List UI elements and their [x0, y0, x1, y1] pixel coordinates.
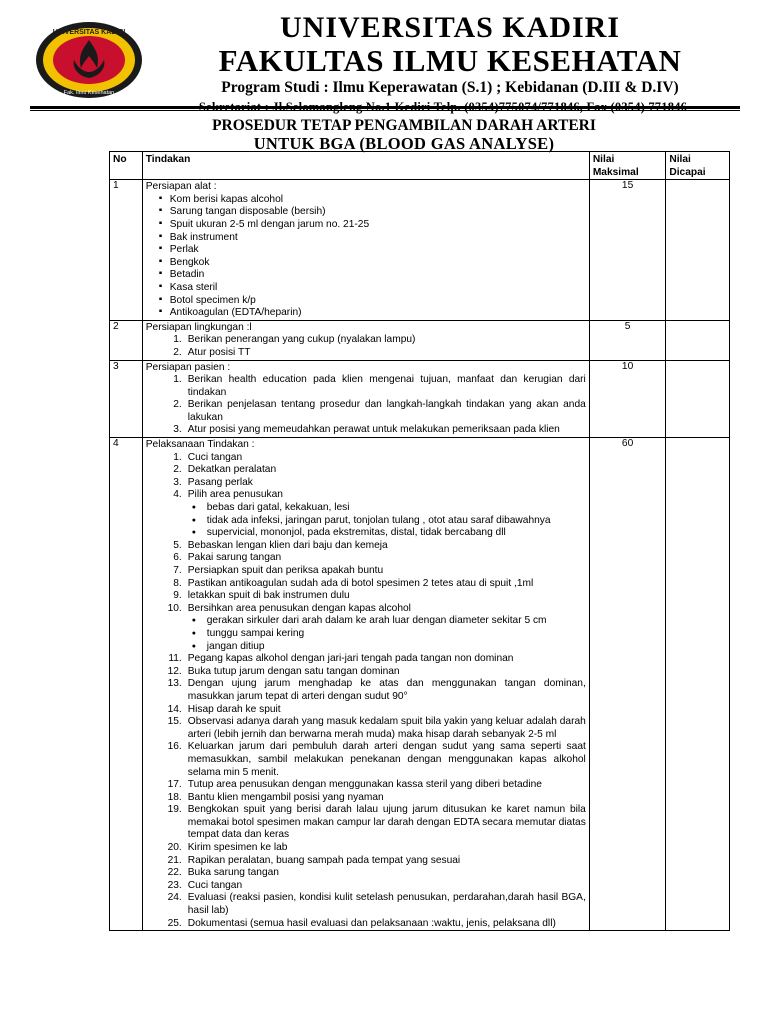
step-text: Cuci tangan [187, 451, 243, 463]
step-item [146, 489, 586, 502]
step-text: Bantu klien mengambil posisi yang nyaman [187, 791, 384, 803]
step-item [146, 678, 586, 703]
step-item [146, 716, 586, 741]
step-text: Berikan penerangan yang cukup (nyalakan lampu) [187, 334, 416, 346]
list-item: ▪ Antikoagulan (EDTA/heparin) [146, 307, 586, 320]
step-item [146, 804, 586, 842]
table-header-row [110, 152, 730, 180]
step-text: Persiapkan spuit dan periksa apakah buntu [187, 565, 384, 576]
row-heading: Pelaksanaan Tindakan : [145, 439, 255, 451]
step-number: 16. [167, 741, 182, 753]
step-text: Tutup area penusukan dengan menggunakan kassa steril yang diberi betadine [187, 779, 542, 791]
list-item: ▪ Betadin [146, 269, 586, 282]
step-item [146, 334, 586, 347]
nilai-maksimal: 10 [589, 360, 666, 438]
nilai-dicapai [666, 360, 730, 438]
list-item: ▪ Kom berisi kapas alcohol [146, 194, 586, 207]
logo-text-bottom: Fak. Ilmu Kesehatan [63, 90, 115, 96]
step-item [146, 867, 586, 880]
step-number: 25. [167, 917, 182, 929]
row-heading: Persiapan pasien : [145, 361, 231, 373]
step-item [146, 578, 586, 591]
row-tindakan [142, 320, 589, 360]
step-item [146, 603, 586, 616]
nilai-dicapai [666, 438, 730, 931]
step-text: Dengan ujung jarum menghadap ke atas dan menggunakan tangan dominan, masukkan jarum tepat di arteri dengan sudut 90° [187, 678, 586, 702]
row-number: 2 [110, 320, 143, 360]
step-text: Cuci tangan [187, 879, 243, 891]
step-text: Bersihkan area penusukan dengan kapas alcohol [187, 602, 411, 614]
university-name: UNIVERSITAS KADIRI [279, 11, 621, 44]
step-number: 9. [173, 590, 182, 602]
table-row [110, 360, 730, 438]
step-number: 15. [167, 716, 182, 728]
step-item [146, 374, 586, 399]
step-text: Dokumentasi (semua hasil evaluasi dan pelaksanaan :waktu, jenis, pelaksana dll) [187, 917, 556, 929]
letterhead-rule [30, 106, 740, 109]
title-line-2: UNTUK BGA (BLOOD GAS ANALYSE) [253, 134, 555, 153]
list-item: ▪ Perlak [146, 244, 586, 257]
step-number: 12. [167, 665, 182, 677]
table-row [110, 180, 730, 321]
step-text: Pegang kapas alkohol dengan jari-jari tengah pada tangan non dominan [187, 653, 514, 665]
step-item [146, 552, 586, 565]
step-number: 7. [173, 565, 182, 576]
step-text: Pakai sarung tangan [187, 552, 282, 564]
faculty-name: FAKULTAS ILMU KESEHATAN [218, 43, 682, 78]
step-number: 3. [173, 424, 182, 436]
step-number: 1. [173, 374, 182, 386]
list-item: ▪ Botol specimen k/p [146, 295, 586, 308]
row-number: 3 [110, 360, 143, 438]
study-program: Program Studi : Ilmu Keperawatan (S.1) ; Kebidanan (D.III & D.IV) [221, 79, 679, 96]
step-number: 19. [167, 804, 182, 816]
step-text: Rapikan peralatan, buang sampah pada tempat yang sesuai [187, 854, 461, 866]
step-item [146, 347, 586, 360]
step-number: 10. [167, 602, 182, 614]
step-item [146, 892, 586, 917]
step-number: 2. [173, 464, 182, 476]
step-text: Berikan health education pada klien mengenai tujuan, manfaat dan kerugian dari tindakan [187, 374, 586, 398]
step-item [146, 704, 586, 717]
sub-item: ● bebas dari gatal, kekakuan, lesi [146, 502, 586, 515]
sub-item: ● tidak ada infeksi, jaringan parut, tonjolan tulang , otot atau saraf dibawahnya [146, 515, 586, 528]
step-number: 13. [167, 678, 182, 690]
step-number: 1. [173, 334, 182, 346]
step-item [146, 590, 586, 603]
step-number: 3. [173, 476, 182, 488]
step-number: 24. [167, 892, 182, 904]
list-item: ▪ Sarung tangan disposable (bersih) [146, 206, 586, 219]
row-heading: Persiapan lingkungan :l [145, 321, 252, 333]
step-item [146, 741, 586, 779]
header-nilai-dicapai: Nilai Dicapai [666, 152, 730, 180]
row-number: 4 [110, 438, 143, 931]
step-text: Bengkokan spuit yang berisi darah lalau ujung jarum ditusukan ke karet namun bila memakai botol spesimen makan campur lar darah dengan EDTA secara memutar diatas tempat data dan keras [187, 804, 586, 841]
procedure-table [109, 151, 730, 931]
step-text: Pasang perlak [187, 476, 253, 488]
step-item [146, 792, 586, 805]
step-number: 23. [167, 879, 182, 891]
step-text: Buka tutup jarum dengan satu tangan dominan [187, 665, 400, 677]
table-row [110, 320, 730, 360]
step-number: 18. [167, 791, 182, 803]
step-text: Evaluasi (reaksi pasien, kondisi kulit setelash penusukan, perdarahan,darah hasil BGA, hasil lab) [187, 892, 586, 917]
step-number: 2. [173, 346, 182, 358]
step-text: Pastikan antikoagulan sudah ada di botol spesimen 2 tetes atau di spuit ,1ml [187, 577, 534, 589]
nilai-maksimal: 5 [589, 320, 666, 360]
step-item [146, 464, 586, 477]
step-item [146, 653, 586, 666]
row-number: 1 [110, 180, 143, 321]
list-item: ▪ Bak instrument [146, 232, 586, 245]
header-nilai-maksimal: Nilai Maksimal [589, 152, 666, 180]
nilai-dicapai [666, 320, 730, 360]
list-item: ▪ Bengkok [146, 257, 586, 270]
step-number: 5. [173, 539, 182, 551]
list-item: ▪ Kasa steril [146, 282, 586, 295]
step-item [146, 424, 586, 437]
sub-item: ● gerakan sirkuler dari arah dalam ke arah luar dengan diameter sekitar 5 cm [146, 615, 586, 628]
step-text: Berikan penjelasan tentang prosedur dan langkah-langkah tindakan yang akan anda lakukan [187, 399, 586, 423]
step-number: 17. [167, 779, 182, 791]
step-item [146, 666, 586, 679]
step-text: Hisap darah ke spuit [187, 703, 281, 715]
sub-item: ● tunggu sampai kering [146, 628, 586, 641]
nilai-maksimal: 60 [589, 438, 666, 931]
letterhead-rule-thin [30, 110, 740, 111]
row-tindakan [142, 180, 589, 321]
step-number: 21. [167, 854, 182, 866]
step-text: Atur posisi TT [187, 346, 251, 358]
step-text: letakkan spuit di bak instrumen dulu [187, 590, 350, 602]
step-number: 6. [173, 552, 182, 564]
step-item [146, 842, 586, 855]
step-number: 8. [173, 577, 182, 589]
sub-item: ● jangan ditiup [146, 641, 586, 654]
step-item [146, 540, 586, 553]
row-tindakan [142, 360, 589, 438]
letterhead [0, 0, 768, 108]
nilai-maksimal: 15 [589, 180, 666, 321]
title-line-1: PROSEDUR TETAP PENGAMBILAN DARAH ARTERI [212, 117, 596, 134]
header-tindakan: Tindakan [142, 152, 589, 180]
step-number: 14. [167, 703, 182, 715]
step-number: 20. [167, 842, 182, 854]
step-item [146, 452, 586, 465]
step-number: 22. [167, 867, 182, 879]
step-item [146, 779, 586, 792]
logo-text-top: UNIVERSITAS KADIRI [52, 29, 126, 36]
document-title [110, 116, 698, 152]
row-heading: Persiapan alat : [145, 181, 217, 193]
step-number: 4. [173, 489, 182, 501]
step-item [146, 918, 586, 931]
nilai-dicapai [666, 180, 730, 321]
step-text: Buka sarung tangan [187, 867, 279, 879]
step-item [146, 855, 586, 868]
step-item [146, 399, 586, 424]
step-text: Pilih area penusukan [187, 489, 283, 501]
list-item: ▪ Spuit ukuran 2-5 ml dengan jarum no. 21-25 [146, 219, 586, 232]
row-tindakan [142, 438, 589, 931]
step-text: Keluarkan jarum dari pembuluh darah arteri dengan sudut yang sama seperti saat memasukkan, sambil melakukan penekanan dengan menggunakan kapas alkohol selama min 5 menit. [187, 741, 586, 778]
step-text: Kirim spesimen ke lab [187, 842, 288, 854]
step-item [146, 565, 586, 578]
step-item [146, 880, 586, 893]
step-number: 1. [173, 451, 182, 463]
header-no: No [110, 152, 143, 180]
step-text: Observasi adanya darah yang masuk kedalam spuit bila yakin yang keluar adalah darah arteri (lebih jernih dan berwarna merah muda) maka hisap darah sebanyak 2-5 ml [187, 716, 586, 740]
sub-item: ● supervicial, mononjol, pada ekstremitas, distal, tidak bercabang dll [146, 527, 586, 540]
step-number: 2. [173, 399, 182, 411]
step-item [146, 477, 586, 490]
step-text: Atur posisi yang memeudahkan perawat untuk melakukan pemeriksaan pada klien [187, 424, 560, 436]
step-text: Dekatkan peralatan [187, 464, 277, 476]
university-logo [34, 20, 144, 100]
table-body [110, 180, 730, 931]
table-row [110, 438, 730, 931]
step-number: 11. [168, 653, 182, 665]
step-text: Bebaskan lengan klien dari baju dan kemeja [187, 539, 388, 551]
